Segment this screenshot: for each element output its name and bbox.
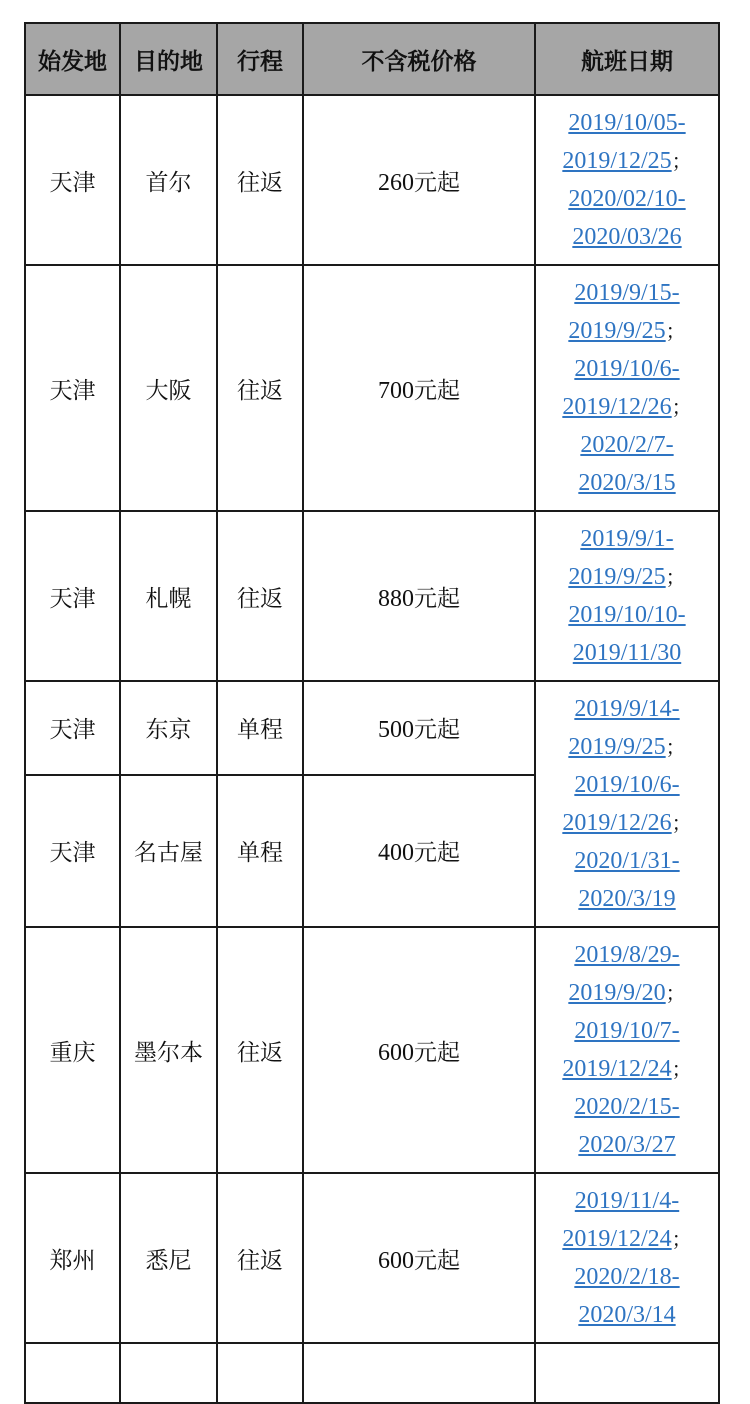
date-range-link[interactable]: 2020/2/15-2020/3/27	[574, 1094, 680, 1158]
separator: ；	[671, 1227, 692, 1251]
dates-cell	[535, 95, 719, 265]
table-row	[25, 1173, 719, 1343]
date-range-link[interactable]: 2019/10/05-2019/12/25	[562, 110, 686, 174]
date-range-link[interactable]: 2019/9/14-2019/9/25	[568, 696, 680, 760]
price-unit: 元起	[414, 585, 460, 612]
table-row	[25, 265, 719, 511]
trip-cell: 单程	[217, 775, 303, 927]
price-value: 600	[378, 1039, 414, 1066]
date-range-link[interactable]: 2020/2/18-2020/3/14	[574, 1264, 680, 1328]
trip-cell: 往返	[217, 511, 303, 681]
price-cell	[303, 95, 535, 265]
price-value: 500	[378, 717, 414, 744]
date-range-link[interactable]: 2019/10/10-2019/11/30	[568, 602, 686, 666]
dates-cell	[535, 927, 719, 1173]
origin-cell: 郑州	[25, 1173, 120, 1343]
origin-cell: 天津	[25, 265, 120, 511]
destination-cell: 悉尼	[120, 1173, 217, 1343]
separator: ；	[665, 565, 686, 589]
date-range-link[interactable]: 2020/1/31-2020/3/19	[574, 848, 680, 912]
price-unit: 元起	[414, 840, 460, 867]
price-value: 400	[378, 840, 414, 867]
price-unit: 元起	[414, 717, 460, 744]
dates-cell-shared	[535, 681, 719, 927]
trip-cell: 往返	[217, 927, 303, 1173]
table-row	[25, 95, 719, 265]
origin-cell: 天津	[25, 511, 120, 681]
dates-cell	[535, 1173, 719, 1343]
date-range-link[interactable]: 2019/10/6-2019/12/26	[562, 356, 680, 420]
separator: ；	[671, 395, 692, 419]
price-unit: 元起	[414, 1247, 460, 1274]
price-unit: 元起	[414, 377, 460, 404]
origin-cell: 天津	[25, 95, 120, 265]
separator: ；	[671, 149, 692, 173]
table-row	[25, 681, 719, 775]
date-range-link[interactable]: 2019/10/7-2019/12/24	[562, 1018, 680, 1082]
destination-cell: 墨尔本	[120, 927, 217, 1173]
destination-cell: 东京	[120, 681, 217, 775]
date-range-link[interactable]: 2019/9/15-2019/9/25	[568, 280, 680, 344]
price-value: 880	[378, 585, 414, 612]
price-cell	[303, 265, 535, 511]
separator: ；	[671, 1057, 692, 1081]
date-range-link[interactable]: 2019/8/29-2019/9/20	[568, 942, 680, 1006]
price-cell	[303, 775, 535, 927]
trip-cell: 往返	[217, 265, 303, 511]
header-destination: 目的地	[120, 23, 217, 95]
trip-cell: 单程	[217, 681, 303, 775]
price-cell	[303, 1173, 535, 1343]
header-dates: 航班日期	[535, 23, 719, 95]
separator: ；	[671, 811, 692, 835]
header-origin: 始发地	[25, 23, 120, 95]
origin-cell: 重庆	[25, 927, 120, 1173]
date-range-link[interactable]: 2020/02/10-2020/03/26	[568, 186, 686, 250]
price-cell	[303, 511, 535, 681]
price-unit: 元起	[414, 169, 460, 196]
price-unit: 元起	[414, 1039, 460, 1066]
origin-cell: 天津	[25, 775, 120, 927]
dates-cell	[535, 265, 719, 511]
header-trip: 行程	[217, 23, 303, 95]
trip-cell: 往返	[217, 95, 303, 265]
separator: ；	[665, 735, 686, 759]
date-range-link[interactable]: 2019/9/1-2019/9/25	[568, 526, 674, 590]
flight-deals-table	[24, 22, 720, 1404]
destination-cell: 首尔	[120, 95, 217, 265]
separator: ；	[665, 981, 686, 1005]
destination-cell: 名古屋	[120, 775, 217, 927]
price-value: 260	[378, 169, 414, 196]
date-range-link[interactable]: 2020/2/7-2020/3/15	[578, 432, 676, 496]
dates-cell	[535, 511, 719, 681]
separator: ；	[665, 319, 686, 343]
header-price: 不含税价格	[303, 23, 535, 95]
date-range-link[interactable]: 2019/11/4-2019/12/24	[562, 1188, 680, 1252]
price-value: 600	[378, 1247, 414, 1274]
table-row	[25, 511, 719, 681]
price-cell	[303, 927, 535, 1173]
trip-cell: 往返	[217, 1173, 303, 1343]
price-value: 700	[378, 377, 414, 404]
table-row	[25, 927, 719, 1173]
date-range-link[interactable]: 2019/10/6-2019/12/26	[562, 772, 680, 836]
origin-cell: 天津	[25, 681, 120, 775]
header-row	[25, 23, 719, 95]
destination-cell: 大阪	[120, 265, 217, 511]
table-row-partial	[25, 1343, 719, 1403]
destination-cell: 札幌	[120, 511, 217, 681]
price-cell	[303, 681, 535, 775]
